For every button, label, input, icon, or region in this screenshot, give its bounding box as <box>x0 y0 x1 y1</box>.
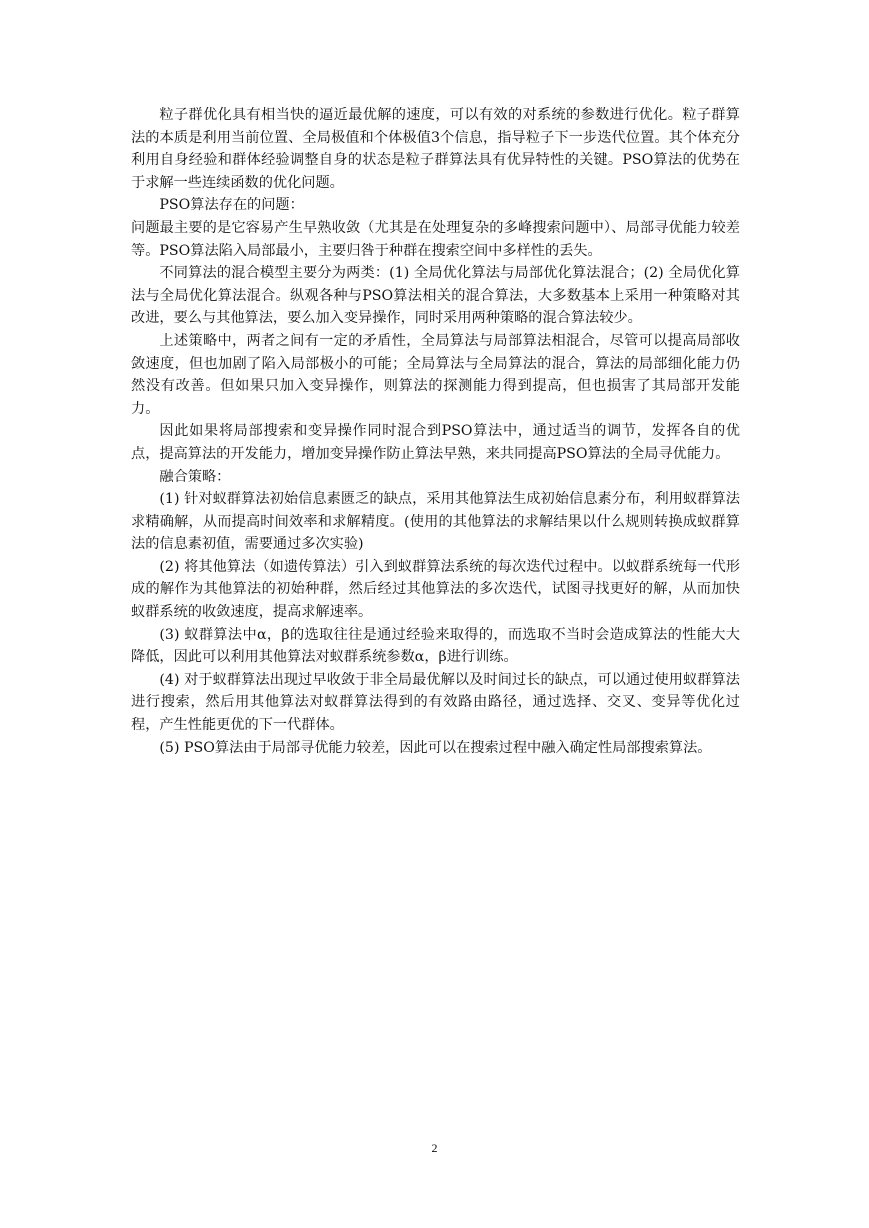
paragraph-fusion-heading: 融合策略： <box>159 468 231 485</box>
paragraph-pso-problems: 问题最主要的是它容易产生早熟收敛（尤其是在处理复杂的多峰搜索问题中）、局部寻优能力较差等。PSO算法陷入局部最小，主要归咎于种群在搜索空间中多样性的丢失。 <box>131 219 740 259</box>
page-number: 2 <box>431 1141 438 1155</box>
paragraph-hybrid-models: 不同算法的混合模型主要分为两类：(1) 全局优化算法与局部优化算法混合；(2) 全局优化算法与全局优化算法混合。纵观各种与PSO算法相关的混合算法，大多数基本上采用一种策略对其改进，要么与其他算法，要么加入变异操作，同时采用两种策略的混合算法较少。 <box>131 265 740 327</box>
paragraph-combined-approach: 因此如果将局部搜索和变异操作同时混合到PSO算法中，通过适当的调节，发挥各自的优点，提高算法的开发能力，增加变异操作防止算法早熟，来共同提高PSO算法的全局寻优能力。 <box>131 423 740 462</box>
list-item-strategy-2: (2) 将其他算法（如遗传算法）引入到蚁群算法系统的每次迭代过程中。以蚁群系统每一代形成的解作为其他算法的初始种群，然后经过其他算法的多次迭代，试图寻找更好的解，从而加快蚁群系统的收敛速度，提高求解速率。 <box>131 558 740 621</box>
paragraph-pso-intro: 粒子群优化具有相当快的逼近最优解的速度，可以有效的对系统的参数进行优化。粒子群算法的本质是利用当前位置、全局极值和个体极值3个信息，指导粒子下一步迭代位置。其个体充分利用自身经验和群体经验调整自身的状态是粒子群算法具有优异特性的关键。PSO算法的优势在于求解一些连续函数的优化问题。 <box>131 107 740 191</box>
paragraph-strategy-conflict: 上述策略中，两者之间有一定的矛盾性，全局算法与局部算法相混合，尽管可以提高局部收敛速度，但也加剧了陷入局部极小的可能；全局算法与全局算法的混合，算法的局部细化能力仍然没有改善。但如果只加入变异操作，则算法的探测能力得到提高，但也损害了其局部开发能力。 <box>131 332 740 417</box>
list-item-strategy-3: (3) 蚁群算法中α，β的选取往往是通过经验来取得的，而选取不当时会造成算法的性能大大降低，因此可以利用其他算法对蚁群系统参数α，β进行训练。 <box>131 626 740 666</box>
list-item-strategy-4: (4) 对于蚁群算法出现过早收敛于非全局最优解以及时间过长的缺点，可以通过使用蚁群算法进行搜索，然后用其他算法对蚁群算法得到的有效路由路径，通过选择、交叉、变异等优化过程，产生性能更优的下一代群体。 <box>131 671 740 734</box>
body-text <box>131 104 740 759</box>
list-item-strategy-5: (5) PSO算法由于局部寻优能力较差，因此可以在搜索过程中融入确定性局部搜索算法。 <box>159 739 712 756</box>
list-item-strategy-1: (1) 针对蚁群算法初始信息素匮乏的缺点，采用其他算法生成初始信息素分布，利用蚁群算法求精确解，从而提高时间效率和求解精度。(使用的其他算法的求解结果以什么规则转换成蚁群算法的信息素初值，需要通过多次实验) <box>131 491 740 553</box>
paragraph-pso-problems-heading: PSO算法存在的问题： <box>159 197 304 214</box>
